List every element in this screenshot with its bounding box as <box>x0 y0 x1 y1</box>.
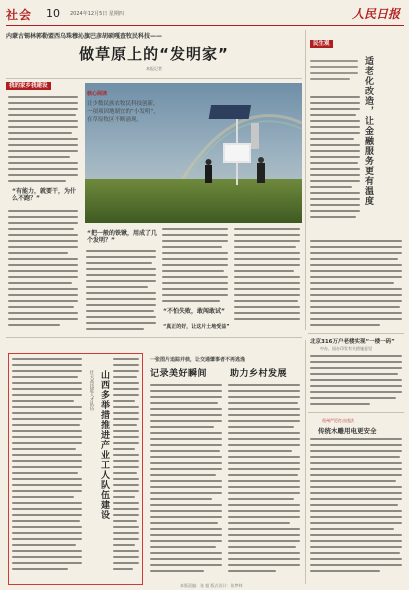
center-title-left: 记录美好瞬间 <box>150 369 208 379</box>
feature-subtitle: 壮大高技能人才队伍 <box>89 370 94 411</box>
masthead <box>6 5 404 26</box>
newspaper-logo: 人民日报 <box>351 7 400 21</box>
center-title-right: 助力乡村发展 <box>230 369 288 379</box>
subheading-quote: “真正的好，让这片土地受益” <box>163 324 230 330</box>
right-section-label: 民生观 <box>310 40 333 48</box>
lead-headline: 做草原上的“发明家” <box>79 45 229 63</box>
section-name: 社会 <box>6 8 33 22</box>
subheading-quote: “有能力，就要干，为什么不跑？” <box>12 188 76 202</box>
left-section-label: 我的家乡我建设 <box>6 82 51 90</box>
right-bottom-kicker: 贵州严厉打击违法 <box>322 418 354 423</box>
feature-title: 山西多举措推进产业工人队伍建设 <box>99 370 109 520</box>
right-bottom-headline: 传统木雕用电更安全 <box>318 427 377 435</box>
issue-date: 2024年12月5日 星期四 <box>70 11 124 17</box>
pullquote-heading: 核心阅读 <box>87 91 108 97</box>
lead-kicker: 内蒙古锡林郭勒盟西乌珠穆沁旗巴彦胡硕嘎查牧民科技—— <box>6 33 163 40</box>
pullquote-text: 让少数民族农牧民科技创新，一项项因地制宜的“小发明”，在草原牧区不断涌现。 <box>87 101 159 123</box>
row-rule <box>6 78 302 79</box>
right-headline: 适老化改造，让金融服务更有温度 <box>363 56 373 206</box>
right-mid-headline: 北京316万户老楼实现“一楼一码” <box>310 339 395 345</box>
column-rule <box>305 340 306 584</box>
row-rule <box>6 337 302 338</box>
page-footer: 本版责编：张 超 版式设计：张梦林 <box>180 583 243 588</box>
center-kicker: 一张图片追踪并核，让交通肇事者不再逃逸 <box>150 357 246 363</box>
lead-byline: 本报记者 <box>146 66 162 71</box>
column-rule <box>305 30 306 330</box>
subheading-quote: “不怕失败，敢闯敢试” <box>163 308 225 315</box>
row-rule <box>308 412 404 413</box>
row-rule <box>308 333 404 334</box>
page-number: 10 <box>46 7 60 20</box>
right-mid-subhead: 中办、国办印发有关措施意见 <box>320 346 372 351</box>
subheading-quote: “把一般的铁锹，用成了几个发明？” <box>87 230 157 244</box>
